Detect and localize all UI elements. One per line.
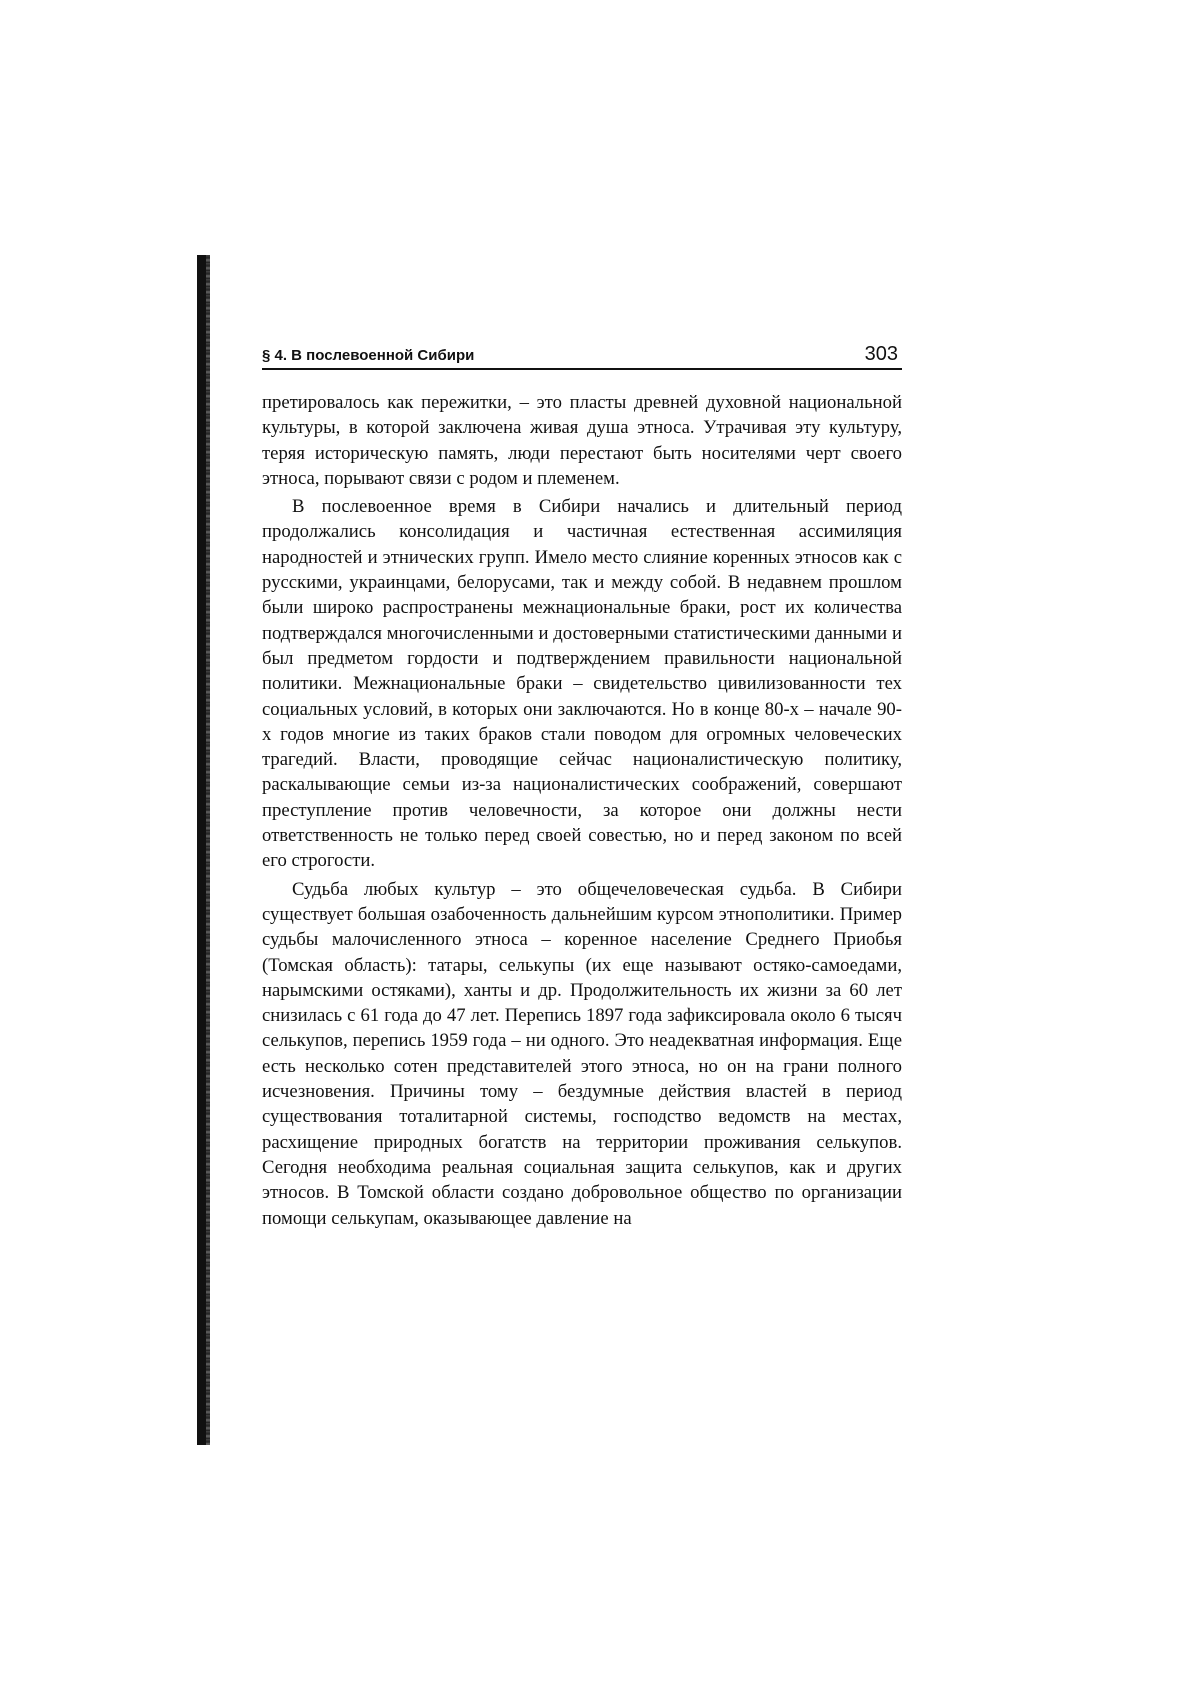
paragraph-continuation: претировалось как пережитки, – это пласты древней духовной национальной культуры, в которой заключена живая душа этноса. Утрачивая эту культуру, теряя историческую память, люди перестают быть носителями черт своего этноса, порывают связи с родом и племенем. <box>262 392 902 489</box>
body-text <box>262 390 902 1231</box>
paragraph-selkup-fate: Судьба любых культур – это общечеловеческая судьба. В Сибири существует большая озабоченность дальнейшим курсом этнополитики. Пример судьбы малочисленного этноса – коренное население Среднего Приобья (Томская область): татары, селькупы (их еще называют остяко-самоедами, нарымскими остяками), ханты и др. Продолжительность их жизни за 60 лет снизилась с 61 года до 47 лет. Перепись 1897 года зафиксировала около 6 тысяч селькупов, перепись 1959 года – ни одного. Это неадекватная информация. Еще есть несколько сотен представителей этого этноса, но он на грани полного исчезновения. Причины тому – бездумные действия властей в период существования тоталитарной системы, господство ведомств на местах, расхищение природных богатств на территории проживания селькупов. Сегодня необходима реальная социальная защита селькупов, как и других этносов. В Томской области создано добровольное общество по организации помощи селькупам, оказывающее давление на <box>262 878 902 1229</box>
running-header <box>262 338 902 370</box>
paragraph-postwar-assimilation: В послевоенное время в Сибири начались и длительный период продолжались консолидация и частичная естественная ассимиляция народностей и этнических групп. Имело место слияние коренных этносов как с русскими, украинцами, белорусами, так и между собой. В недавнем прошлом были широко распространены межнациональные браки, рост их количества подтверждался многочисленными и достоверными статистическими данными и был предметом гордости и подтверждением правильности национальной политики. Межнациональные браки – свидетельство цивилизованности тех социальных условий, в которых они заключаются. Но в конце 80-х – начале 90-х годов многие из таких браков стали поводом для огромных человеческих трагедий. Власти, проводящие сейчас националистическую политику, раскалывающие семьи из-за националистических соображений, совершают преступление против человечности, за которое они должны нести ответственность не только перед своей совестью, но и перед законом по всей его строгости. <box>262 496 902 872</box>
running-title: § 4. В послевоенной Сибири <box>262 347 475 364</box>
page-number: 303 <box>864 343 898 365</box>
book-page <box>262 338 902 1234</box>
scan-binding-edge <box>197 255 207 1445</box>
